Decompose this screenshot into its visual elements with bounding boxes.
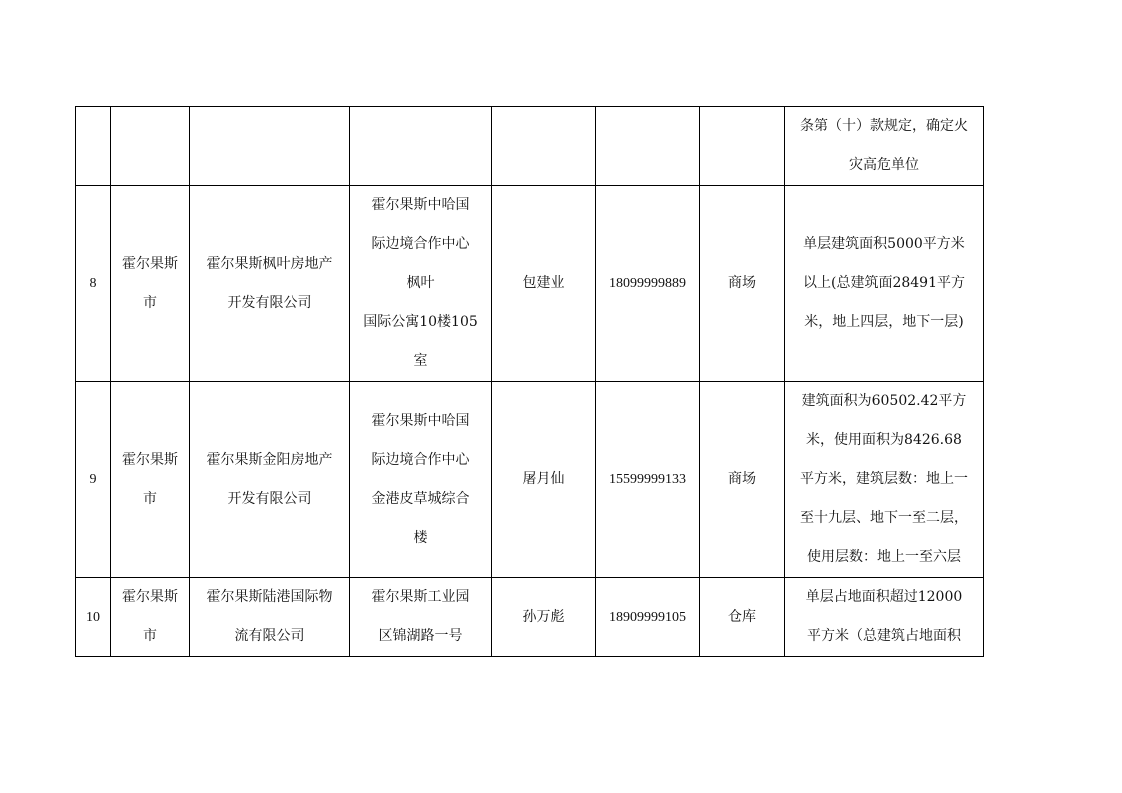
note-line: 使用层数：地上一至六层 xyxy=(807,549,961,565)
type-cell: 商场 xyxy=(700,382,785,578)
address-line: 霍尔果斯工业园 xyxy=(371,589,470,605)
phone-cell: 18909999105 xyxy=(596,578,700,657)
city-line: 霍尔果斯 xyxy=(122,451,178,468)
note-line: 平方米（总建筑占地面积 xyxy=(807,628,961,644)
city-line: 市 xyxy=(143,490,157,507)
city-line: 霍尔果斯 xyxy=(122,589,178,605)
city-cell xyxy=(111,186,190,382)
company-line: 开发有限公司 xyxy=(227,294,312,311)
table-row xyxy=(76,578,984,657)
note-cell xyxy=(785,107,984,186)
person-cell xyxy=(492,107,596,186)
person-cell: 屠月仙 xyxy=(492,382,596,578)
person-cell: 孙万彪 xyxy=(492,578,596,657)
note-line: 米，使用面积为8426.68 xyxy=(806,432,962,448)
no-cell: 10 xyxy=(76,578,111,657)
address-line: 际边境合作中心 xyxy=(371,451,470,468)
no-cell: 9 xyxy=(76,382,111,578)
table-row xyxy=(76,186,984,382)
company-cell xyxy=(190,382,350,578)
no-cell xyxy=(76,107,111,186)
no-cell: 8 xyxy=(76,186,111,382)
address-line: 霍尔果斯中哈国 xyxy=(371,412,470,429)
table-row xyxy=(76,382,984,578)
note-line: 灾高危单位 xyxy=(849,157,919,173)
city-line: 霍尔果斯 xyxy=(122,255,178,272)
address-cell xyxy=(350,578,492,657)
person-cell: 包建业 xyxy=(492,186,596,382)
company-cell xyxy=(190,107,350,186)
city-line: 市 xyxy=(143,628,157,644)
note-cell xyxy=(785,186,984,382)
address-line: 际边境合作中心 xyxy=(371,236,470,252)
company-cell xyxy=(190,578,350,657)
company-line: 开发有限公司 xyxy=(227,490,312,507)
note-line: 条第（十）款规定，确定火 xyxy=(800,118,968,134)
address-line: 金港皮草城综合 xyxy=(371,490,470,507)
company-line: 霍尔果斯金阳房地产 xyxy=(206,451,333,468)
type-cell: 仓库 xyxy=(700,578,785,657)
address-cell xyxy=(350,107,492,186)
company-line: 流有限公司 xyxy=(234,628,305,644)
table-row-continuation xyxy=(76,107,984,186)
note-cell xyxy=(785,578,984,657)
phone-cell xyxy=(596,107,700,186)
note-line: 至十九层、地下一至二层， xyxy=(800,510,968,526)
note-cell xyxy=(785,382,984,578)
note-line: 平方米，建筑层数：地上一 xyxy=(800,471,968,487)
company-line: 霍尔果斯陆港国际物 xyxy=(206,589,333,605)
address-line: 霍尔果斯中哈国 xyxy=(371,197,470,213)
note-line: 单层建筑面积5000平方米 xyxy=(803,236,965,252)
type-cell: 商场 xyxy=(700,186,785,382)
note-line: 米，地上四层，地下一层) xyxy=(804,314,964,330)
address-line: 枫叶 xyxy=(406,275,435,291)
address-cell xyxy=(350,382,492,578)
note-line: 单层占地面积超过12000 xyxy=(805,589,963,605)
type-cell xyxy=(700,107,785,186)
address-line: 区锦湖路一号 xyxy=(378,628,463,644)
note-line: 建筑面积为60502.42平方 xyxy=(801,393,967,409)
address-line: 国际公寓10楼105 xyxy=(363,314,478,330)
phone-cell: 15599999133 xyxy=(596,382,700,578)
city-line: 市 xyxy=(143,294,157,311)
note-line: 以上(总建筑面28491平方 xyxy=(803,275,965,291)
phone-cell: 18099999889 xyxy=(596,186,700,382)
company-line: 霍尔果斯枫叶房地产 xyxy=(206,255,333,272)
address-line: 室 xyxy=(413,353,428,369)
address-line: 楼 xyxy=(413,529,428,546)
address-cell xyxy=(350,186,492,382)
city-cell xyxy=(111,382,190,578)
city-cell xyxy=(111,578,190,657)
fire-risk-unit-table xyxy=(75,106,984,657)
company-cell xyxy=(190,186,350,382)
city-cell xyxy=(111,107,190,186)
